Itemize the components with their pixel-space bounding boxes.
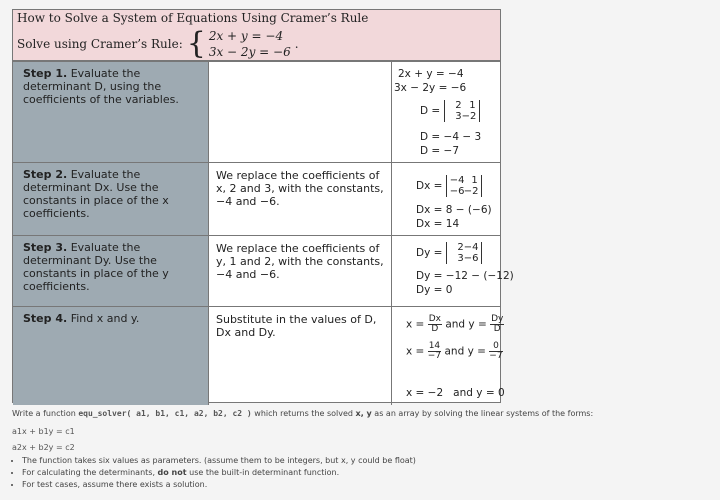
step-2-title: Step 2. <box>23 168 68 181</box>
step-3-math <box>391 236 514 307</box>
step-4-description <box>13 307 208 405</box>
step-3-determinant: Dy = 2−4 3−6 <box>416 242 482 264</box>
step-2-row <box>13 162 500 236</box>
task-description: Write a function equ_solver( a1, b1, c1, a2, b2, c2 ) which returns the solved x, y as an array by solving the linear systems of the forms: <box>12 409 594 418</box>
form-eq2: a2x + b2y = c2 <box>12 443 75 452</box>
step-4-result: x = −2 and y = 0 <box>406 387 505 399</box>
step-3-line1: Dy = −12 − (−12) <box>416 270 514 282</box>
step-4-middle: Substitute in the values of D, Dx and Dy. <box>208 307 391 405</box>
equation-end: . <box>294 37 299 51</box>
step-1-middle <box>208 62 391 163</box>
step-2-determinant: Dx = −4 1 −6−2 <box>416 175 482 197</box>
card-title: How to Solve a System of Equations Using Cramer’s Rule <box>17 11 369 25</box>
requirement-item: • For test cases, assume there exists a solution. <box>22 479 416 491</box>
card-header <box>13 10 500 61</box>
step-4-math <box>391 307 505 405</box>
step-4-text: Find x and y. <box>70 312 140 325</box>
step-3-row <box>13 235 514 307</box>
system-eq2: 3x − 2y = −6 <box>208 45 291 59</box>
step-3-line2: Dy = 0 <box>416 284 453 296</box>
step-2-description <box>13 163 208 236</box>
form-eq1: a1x + b1y = c1 <box>12 427 75 436</box>
step-1-text: Evaluate the determinant D, using the coefficients of the variables. <box>23 67 179 106</box>
cramers-rule-card <box>12 9 514 403</box>
step-1-line1: D = −4 − 3 <box>420 131 482 143</box>
step-2-line1: Dx = 8 − (−6) <box>416 204 492 216</box>
brace-symbol: { <box>186 26 206 61</box>
solve-label: Solve using Cramer’s Rule: <box>17 37 183 51</box>
step-3-title: Step 3. <box>23 241 68 254</box>
step-1-eq1: 2x + y = −4 <box>398 68 464 80</box>
step-1-eq2: 3x − 2y = −6 <box>394 82 467 94</box>
step-4-substitution: x = $\frac{14}{-7}$ and y = $\frac{0}{-7}$ <box>406 341 503 361</box>
equation-system <box>209 28 291 60</box>
requirement-item: • The function takes six values as parameters. (assume them to be integers, but x, y could be float) <box>22 455 416 467</box>
step-3-description <box>13 236 208 307</box>
step-1-row <box>13 61 500 163</box>
step-4-formula: x = $\frac{Dx}{D}$ and y = $\frac{Dy}{D}$ <box>406 314 504 334</box>
step-1-description <box>13 62 208 163</box>
step-3-text: Evaluate the determinant Dy. Use the constants in place of the y coefficients. <box>23 241 169 293</box>
step-2-line2: Dx = 14 <box>416 218 460 230</box>
step-2-math <box>391 163 500 236</box>
step-2-middle: We replace the coefficients of x, 2 and 3, with the constants, −4 and −6. <box>208 163 391 236</box>
requirements-list <box>12 455 416 491</box>
step-1-line2: D = −7 <box>420 145 460 157</box>
requirement-item: • For calculating the determinants, do not use the built-in determinant function. <box>22 467 416 479</box>
step-3-middle: We replace the coefficients of y, 1 and 2, with the constants, −4 and −6. <box>208 236 391 307</box>
step-1-determinant: D = 2 1 3−2 <box>420 100 480 122</box>
step-4-title: Step 4. <box>23 312 68 325</box>
function-signature: equ_solver( a1, b1, c1, a2, b2, c2 ) <box>78 409 252 418</box>
step-2-text: Evaluate the determinant Dx. Use the constants in place of the x coefficients. <box>23 168 169 220</box>
step-1-math <box>391 62 500 163</box>
step-4-row <box>13 306 505 405</box>
system-eq1: 2x + y = −4 <box>208 29 284 43</box>
step-1-title: Step 1. <box>23 67 68 80</box>
